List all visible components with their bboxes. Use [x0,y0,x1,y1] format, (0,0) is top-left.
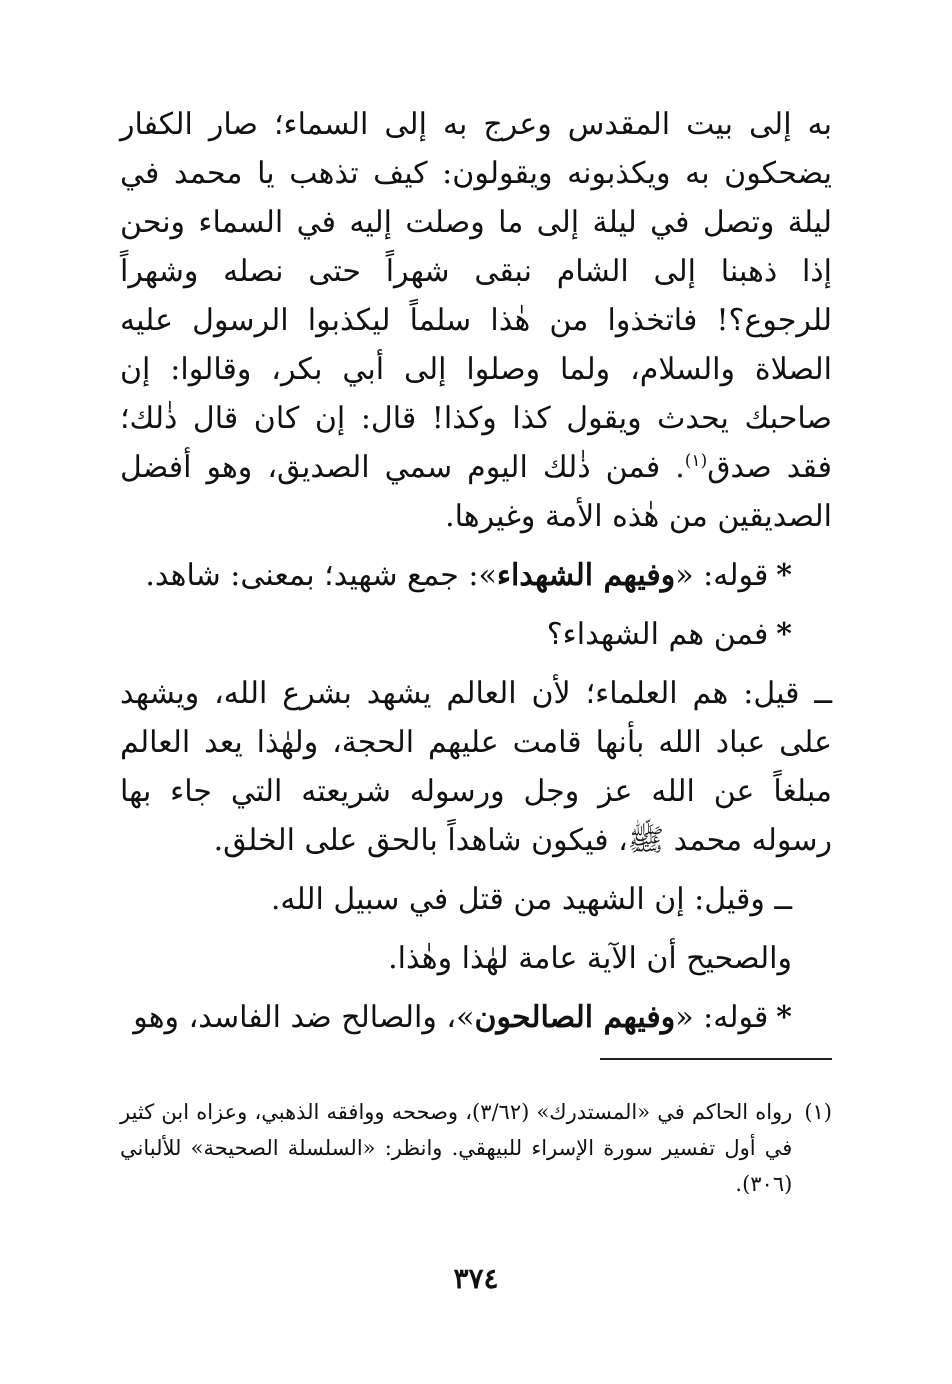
paragraph-text: قوله: « [675,1000,769,1035]
footnote-number: (١) [804,1100,832,1124]
paragraph-question [120,610,832,659]
paragraph-text: فمن هم الشهداء؟ [546,617,769,652]
asterisk-marker: * [776,617,792,652]
paragraph-text: ــ قيل: هم العلماء؛ لأن العالم يشهد بشرع الله، ويشهد على عباد الله بأنها قامت عليهم الحجة، ولهٰذا يعد العالم مبلغاً عن الله عز وجل ورسوله شريعته التي جاء بها رسوله محمد ﷺ، فيكون شاهداً بالحق على الخلق. [120,676,832,858]
paragraph-shuhada-definition [120,551,832,600]
footnotes-section [120,1094,832,1202]
paragraph-ulama-opinion [120,669,832,865]
asterisk-marker: * [776,558,792,593]
main-text-block [120,100,832,1042]
paragraph-text: قوله: « [675,558,769,593]
paragraph-text: به إلى بيت المقدس وعرج به إلى السماء؛ صار الكفار يضحكون به ويكذبونه ويقولون: كيف تذهب يا محمد في ليلة وتصل في ليلة إلى ما وصلت إليه في السماء ونحن إذا ذهبنا إلى الشام نبقى شهراً حتى نصله وشهراً للرجوع؟! فاتخذوا من هٰذا سلماً ليكذبوا الرسول عليه الصلاة والسلام، ولما وصلوا إلى أبي بكر، وقالوا: إن صاحبك يحدث ويقول كذا وكذا! قال: إن كان قال ذٰلك؛ فقد صدق [120,107,833,485]
paragraph-text: ــ وقيل: إن الشهيد من قتل في سبيل الله. [270,882,792,917]
paragraph-correct-view [120,934,832,983]
footnote-reference[interactable]: (١) [684,451,708,471]
footnote-text: رواه الحاكم في «المستدرك» (٣/٦٢)، وصححه ووافقه الذهبي، وعزاه ابن كثير في أول تفسير سورة الإسراء للبيهقي. وانظر: «السلسلة الصحيحة» للألباني (٣٠٦). [120,1100,793,1196]
page-number: ٣٧٤ [453,1262,499,1295]
quoted-verse-phrase: وفيهم الصالحون [474,1000,676,1035]
paragraph-text: . فمن ذٰلك اليوم سمي الصديق، وهو أفضل الصديقين من هٰذه الأمة وغيرها. [120,450,832,534]
quoted-verse-phrase: وفيهم الشهداء [496,558,676,593]
footnote-divider [600,1058,832,1060]
paragraph-martyr-opinion [120,875,832,924]
footnote-item [120,1094,832,1202]
asterisk-marker: * [776,1000,792,1035]
paragraph-text: »: جمع شهيد؛ بمعنى: شاهد. [145,558,497,593]
paragraph-text: »، والصالح ضد الفاسد، وهو [133,1000,475,1035]
paragraph-text: والصحيح أن الآية عامة لهٰذا وهٰذا. [388,941,792,976]
paragraph-isra-story [120,100,832,541]
paragraph-salihun [120,993,832,1042]
